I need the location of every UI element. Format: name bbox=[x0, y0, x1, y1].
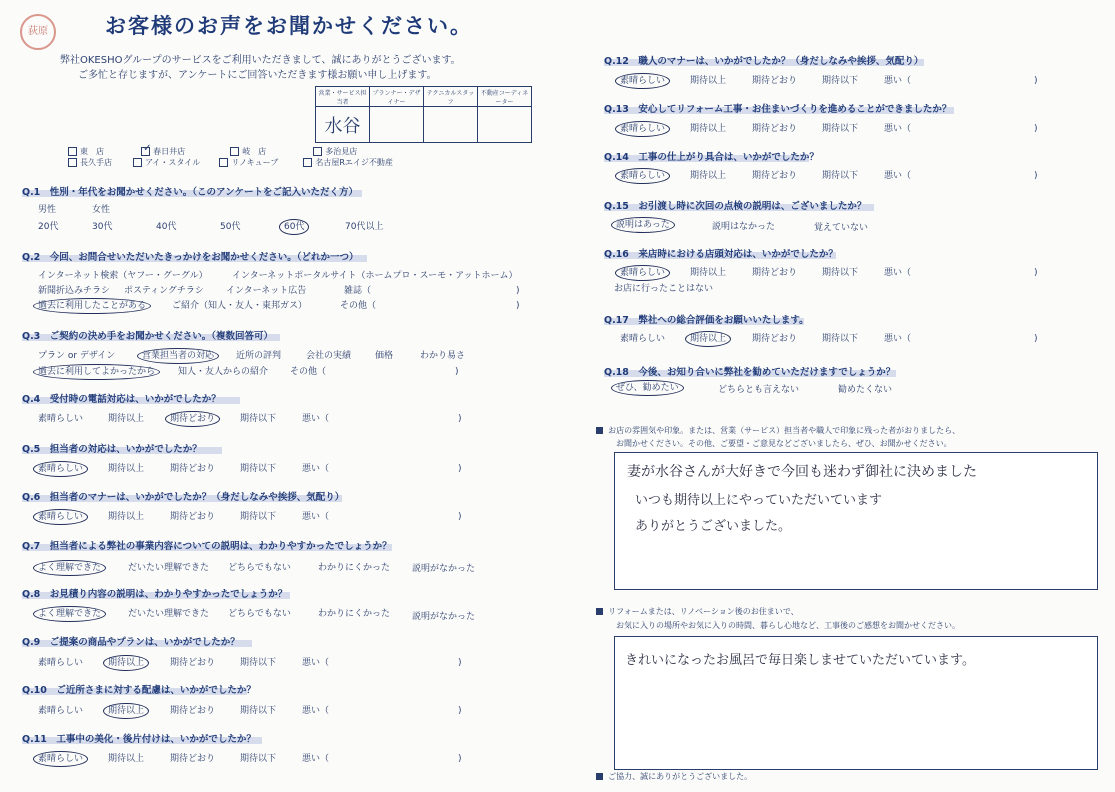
q7-option-selected[interactable]: よく理解できた bbox=[33, 560, 106, 576]
paren-close: ) bbox=[458, 464, 462, 474]
q17-option[interactable]: 悪い（ bbox=[884, 334, 912, 344]
comment-line: 妻が水谷さんが大好きで今回も迷わず御社に決めました bbox=[627, 464, 977, 480]
q10-option[interactable]: 悪い（ bbox=[302, 706, 330, 716]
intro-line-2: ご多忙と存じますが、アンケートにご回答いただきます様お願い申し上げます。 bbox=[78, 70, 437, 81]
q4-option[interactable]: 悪い（ bbox=[302, 414, 330, 424]
page-title: お客様のお声をお聞かせください。 bbox=[105, 14, 473, 38]
q11-option-wrap bbox=[38, 751, 83, 764]
q2-option[interactable]: ポスティングチラシ bbox=[124, 286, 204, 296]
q16-option[interactable]: 期待以上 bbox=[690, 268, 727, 278]
q9-option[interactable]: 素晴らしい bbox=[38, 658, 84, 668]
q3-option[interactable]: プラン or デザイン bbox=[38, 351, 116, 361]
q11-heading: Q.11 工事中の美化・後片付けは、いかがでしたか？ bbox=[22, 734, 256, 745]
store-checkbox[interactable]: 多治見店 bbox=[313, 147, 357, 156]
staff-header: プランナー・デザイナー bbox=[370, 87, 424, 107]
store-checkbox[interactable]: 長久手店 bbox=[68, 158, 112, 167]
q18-option-selected[interactable]: ぜひ、勧めたい bbox=[611, 380, 684, 396]
q6-option[interactable]: 悪い（ bbox=[302, 512, 330, 522]
q16-heading: Q.16 来店時における店頭対応は、いかがでしたか？ bbox=[604, 249, 838, 260]
comment-line: ありがとうございました。 bbox=[635, 519, 792, 534]
q12-heading: Q.12 職人のマナーは、いかがでしたか？（身だしなみや挨拶、気配り） bbox=[604, 56, 924, 67]
q8-option[interactable]: どちらでもない bbox=[228, 609, 291, 619]
q8-option-selected[interactable]: よく理解できた bbox=[33, 606, 106, 622]
q16-option-wrap bbox=[620, 265, 665, 278]
q13-option[interactable]: 期待以上 bbox=[690, 124, 727, 134]
q9-option[interactable]: 期待どおり bbox=[170, 658, 216, 668]
q18-option[interactable]: 勧めたくない bbox=[838, 385, 893, 395]
q4-option[interactable]: 素晴らしい bbox=[38, 414, 84, 424]
q17-option-wrap bbox=[690, 331, 726, 344]
q1-age-option[interactable]: 30代 bbox=[92, 222, 113, 232]
q5-option[interactable]: 期待どおり bbox=[170, 464, 216, 474]
store-row-1 bbox=[68, 143, 358, 157]
intro-line-1: 弊社OKESHOグループのサービスをご利用いただきまして、誠にありがとうございます。 bbox=[60, 55, 461, 66]
paren-close: ) bbox=[458, 706, 462, 716]
store-row-2 bbox=[68, 157, 393, 168]
q2-option[interactable]: インターネット検索（ヤフー・グーグル） bbox=[38, 271, 208, 281]
paren-close: ) bbox=[458, 658, 462, 668]
comment-line: いつも期待以上にやっていただいています bbox=[635, 493, 883, 508]
q2-option[interactable]: ご紹介（知人・友人・東邦ガス） bbox=[172, 301, 308, 311]
q1-age-option[interactable]: 20代 bbox=[38, 222, 59, 232]
comments1-box[interactable] bbox=[614, 452, 1098, 590]
q7-option[interactable]: だいたい理解できた bbox=[128, 563, 210, 573]
q10-option[interactable]: 素晴らしい bbox=[38, 706, 84, 716]
paren-close: ) bbox=[455, 367, 459, 377]
q9-option-selected[interactable]: 期待以上 bbox=[103, 655, 149, 671]
q1-age-option[interactable]: 70代以上 bbox=[345, 222, 384, 232]
q11-option[interactable]: 悪い（ bbox=[302, 754, 330, 764]
q1-heading: Q.1 性別・年代をお聞かせください。（このアンケートをご記入いただく方） bbox=[22, 187, 358, 198]
q12-option[interactable]: 期待以下 bbox=[822, 76, 859, 86]
q3-option[interactable]: 会社の実績 bbox=[306, 351, 352, 361]
q2-option-selected[interactable]: 過去に利用したことがある bbox=[33, 298, 151, 314]
comment-line: きれいになったお風呂で毎日楽しませていただいています。 bbox=[625, 653, 975, 668]
q5-heading: Q.5 担当者の対応は、いかがでしたか？ bbox=[22, 444, 202, 455]
q9-heading: Q.9 ご提案の商品やプランは、いかがでしたか？ bbox=[22, 637, 240, 648]
q7-option[interactable]: わかりにくかった bbox=[318, 563, 391, 573]
paren-close: ) bbox=[1034, 171, 1038, 181]
q14-option[interactable]: 悪い（ bbox=[884, 171, 912, 181]
q9-option[interactable]: 期待以下 bbox=[240, 658, 277, 668]
q6-heading: Q.6 担当者のマナーは、いかがでしたか？（身だしなみや挨拶、気配り） bbox=[22, 492, 345, 503]
q15-option[interactable]: 説明はなかった bbox=[712, 222, 776, 232]
q1-age-option-selected[interactable]: 60代 bbox=[279, 219, 309, 235]
q1-gender-male[interactable]: 男性 bbox=[38, 205, 57, 215]
q1-gender-female[interactable]: 女性 bbox=[92, 205, 111, 215]
q18-heading: Q.18 今後、お知り合いに弊社を勧めていただけますでしょうか？ bbox=[604, 367, 896, 378]
q5-option[interactable]: 悪い（ bbox=[302, 464, 330, 474]
q1-age-option[interactable]: 40代 bbox=[156, 222, 177, 232]
paren-close: ) bbox=[1034, 76, 1038, 86]
q15-option[interactable]: 覚えていない bbox=[814, 223, 869, 233]
q2-option[interactable]: 雑誌（ bbox=[344, 286, 372, 296]
q15-option-selected[interactable]: 説明はあった bbox=[611, 217, 675, 233]
q4-option-wrap bbox=[170, 411, 215, 424]
q5-option[interactable]: 期待以上 bbox=[108, 464, 145, 474]
q12-option[interactable]: 悪い（ bbox=[884, 76, 912, 86]
q10-option-wrap bbox=[108, 703, 144, 716]
sales-staff-name: 水谷 bbox=[316, 107, 370, 143]
q3-option-selected[interactable]: 営業担当者の対応 bbox=[137, 348, 219, 364]
q4-heading: Q.4 受付時の電話対応は、いかがでしたか？ bbox=[22, 394, 221, 405]
q7-option[interactable]: どちらでもない bbox=[228, 563, 291, 573]
q5-option-wrap bbox=[38, 461, 83, 474]
q6-option[interactable]: 期待以上 bbox=[108, 512, 145, 522]
q13-option[interactable]: 悪い（ bbox=[884, 124, 912, 134]
store-checkbox-checked[interactable]: ✓ 春日井店 bbox=[143, 143, 186, 156]
q13-option[interactable]: 期待どおり bbox=[752, 124, 798, 134]
paren-close: ) bbox=[1034, 268, 1038, 278]
staff-header: テクニカルスタッフ bbox=[424, 87, 478, 107]
q17-option[interactable]: 素晴らしい bbox=[620, 334, 666, 344]
q3-option[interactable]: その他（ bbox=[290, 367, 327, 377]
q9-option[interactable]: 悪い（ bbox=[302, 658, 330, 668]
q6-option[interactable]: 期待以下 bbox=[240, 512, 277, 522]
footer-thanks: ご協力、誠にありがとうございました。 bbox=[596, 771, 752, 782]
q4-option[interactable]: 期待以上 bbox=[108, 414, 145, 424]
q14-option[interactable]: 期待以下 bbox=[822, 171, 859, 181]
company-stamp: 荻原 bbox=[20, 14, 56, 50]
staff-header: 営業・サービス担当者 bbox=[316, 87, 370, 107]
q11-option[interactable]: 期待どおり bbox=[170, 754, 216, 764]
q15-heading: Q.15 お引渡し時に次回の点検の説明は、ございましたか？ bbox=[604, 201, 867, 212]
q8-heading: Q.8 お見積り内容の説明は、わかりやすかったでしょうか？ bbox=[22, 589, 288, 600]
q3-heading: Q.3 ご契約の決め手をお聞かせください。（複数回答可） bbox=[22, 331, 274, 342]
q3-option[interactable]: わかり易さ bbox=[420, 351, 466, 361]
paren-close: ) bbox=[458, 512, 462, 522]
store-checkbox[interactable]: 岐 店 bbox=[230, 147, 266, 156]
q6-option[interactable]: 期待どおり bbox=[170, 512, 216, 522]
paren-close: ) bbox=[458, 754, 462, 764]
q12-option[interactable]: 期待以上 bbox=[690, 76, 727, 86]
staff-header: 不動産コーディネーター bbox=[478, 87, 532, 107]
q8-option[interactable]: 説明がなかった bbox=[412, 612, 476, 622]
q9-option-wrap bbox=[108, 655, 144, 668]
q14-option-selected[interactable]: 素晴らしい bbox=[615, 168, 670, 184]
store-checkbox[interactable]: アイ・スタイル bbox=[133, 158, 200, 167]
store-checkbox[interactable]: 東 店 bbox=[68, 147, 104, 156]
q16-option[interactable]: 期待以下 bbox=[822, 268, 859, 278]
paren-close: ) bbox=[1034, 124, 1038, 134]
store-checkbox[interactable]: 名古屋Rエイジ不動産 bbox=[303, 158, 393, 167]
q2-option[interactable]: その他（ bbox=[340, 301, 377, 311]
q4-option-selected[interactable]: 期待どおり bbox=[165, 411, 220, 427]
q4-option[interactable]: 期待以下 bbox=[240, 414, 277, 424]
paren-close: ) bbox=[516, 286, 520, 296]
q7-heading: Q.7 担当者による弊社の事業内容についての説明は、わかりやすかったでしょうか？ bbox=[22, 541, 392, 552]
q14-option-wrap bbox=[620, 168, 665, 181]
q17-option[interactable]: 期待以下 bbox=[822, 334, 859, 344]
q12-option-wrap bbox=[620, 73, 665, 86]
q5-option[interactable]: 期待以下 bbox=[240, 464, 277, 474]
q10-option-selected[interactable]: 期待以上 bbox=[103, 703, 149, 719]
q1-age-option[interactable]: 50代 bbox=[220, 222, 241, 232]
q10-heading: Q.10 ご近所さまに対する配慮は、いかがでしたか？ bbox=[22, 685, 256, 696]
q10-option[interactable]: 期待どおり bbox=[170, 706, 216, 716]
comments1-prompt: お聞かせください。その他、ご要望・ご意見などございましたら、ぜひ、お聞かせください。 bbox=[616, 439, 952, 448]
comments2-prompt: お気に入りの場所やお気に入りの時間、暮らし心地など、工事後のご感想をお聞かせください。 bbox=[616, 621, 960, 630]
q2-option[interactable]: インターネットポータルサイト（ホームプロ・スーモ・アットホーム） bbox=[232, 271, 518, 281]
q3-option[interactable]: 近所の評判 bbox=[236, 351, 282, 361]
q13-option-wrap bbox=[620, 121, 665, 134]
q17-option-selected[interactable]: 期待以上 bbox=[685, 331, 731, 347]
store-checkbox[interactable]: リノキューブ bbox=[219, 158, 278, 167]
q11-option-selected[interactable]: 素晴らしい bbox=[33, 751, 88, 767]
paren-close: ) bbox=[458, 414, 462, 424]
q3-option-selected[interactable]: 過去に利用してよかったから bbox=[33, 364, 160, 380]
comments2-prompt: リフォームまたは、リノベーション後のお住まいで、 bbox=[596, 606, 799, 617]
q17-option[interactable]: 期待どおり bbox=[752, 334, 798, 344]
q11-option[interactable]: 期待以上 bbox=[108, 754, 145, 764]
q16-extra-option[interactable]: お店に行ったことはない bbox=[614, 284, 714, 294]
q16-option[interactable]: 期待どおり bbox=[752, 268, 798, 278]
q5-option-selected[interactable]: 素晴らしい bbox=[33, 461, 88, 477]
q16-option-selected[interactable]: 素晴らしい bbox=[615, 265, 670, 281]
q13-heading: Q.13 安心してリフォーム工事・お住まいづくりを進めることができましたか？ bbox=[604, 104, 952, 115]
q3-option[interactable]: 知人・友人からの紹介 bbox=[178, 367, 269, 377]
staff-table bbox=[315, 86, 532, 143]
q17-heading: Q.17 弊社への総合評価をお願いいたします。 bbox=[604, 315, 809, 326]
paren-close: ) bbox=[516, 301, 520, 311]
comments2-box[interactable] bbox=[614, 636, 1098, 770]
q13-option[interactable]: 期待以下 bbox=[822, 124, 859, 134]
q11-option[interactable]: 期待以下 bbox=[240, 754, 277, 764]
q6-option-wrap bbox=[38, 509, 83, 522]
q14-option[interactable]: 期待以上 bbox=[690, 171, 727, 181]
q10-option[interactable]: 期待以下 bbox=[240, 706, 277, 716]
q6-option-selected[interactable]: 素晴らしい bbox=[33, 509, 88, 525]
q2-heading: Q.2 今回、お問合せいただいたきっかけをお聞かせください。（どれか一つ） bbox=[22, 252, 359, 263]
q12-option-selected[interactable]: 素晴らしい bbox=[615, 73, 670, 89]
comments1-prompt: お店の雰囲気や印象。または、営業（サービス）担当者や職人で印象に残った者がおりましたら、 bbox=[596, 425, 960, 436]
q3-option[interactable]: 価格 bbox=[375, 351, 394, 361]
q8-option[interactable]: だいたい理解できた bbox=[128, 609, 210, 619]
q8-option[interactable]: わかりにくかった bbox=[318, 609, 391, 619]
q18-option[interactable]: どちらとも言えない bbox=[718, 385, 800, 395]
q14-heading: Q.14 工事の仕上がり具合は、いかがでしたか？ bbox=[604, 152, 819, 163]
q7-option[interactable]: 説明がなかった bbox=[412, 564, 476, 574]
q13-option-selected[interactable]: 素晴らしい bbox=[615, 121, 670, 137]
q14-option[interactable]: 期待どおり bbox=[752, 171, 798, 181]
q12-option[interactable]: 期待どおり bbox=[752, 76, 798, 86]
paren-close: ) bbox=[1034, 334, 1038, 344]
q2-option[interactable]: 新聞折込みチラシ bbox=[38, 286, 111, 296]
q16-option[interactable]: 悪い（ bbox=[884, 268, 912, 278]
q2-option[interactable]: インターネット広告 bbox=[226, 286, 307, 296]
